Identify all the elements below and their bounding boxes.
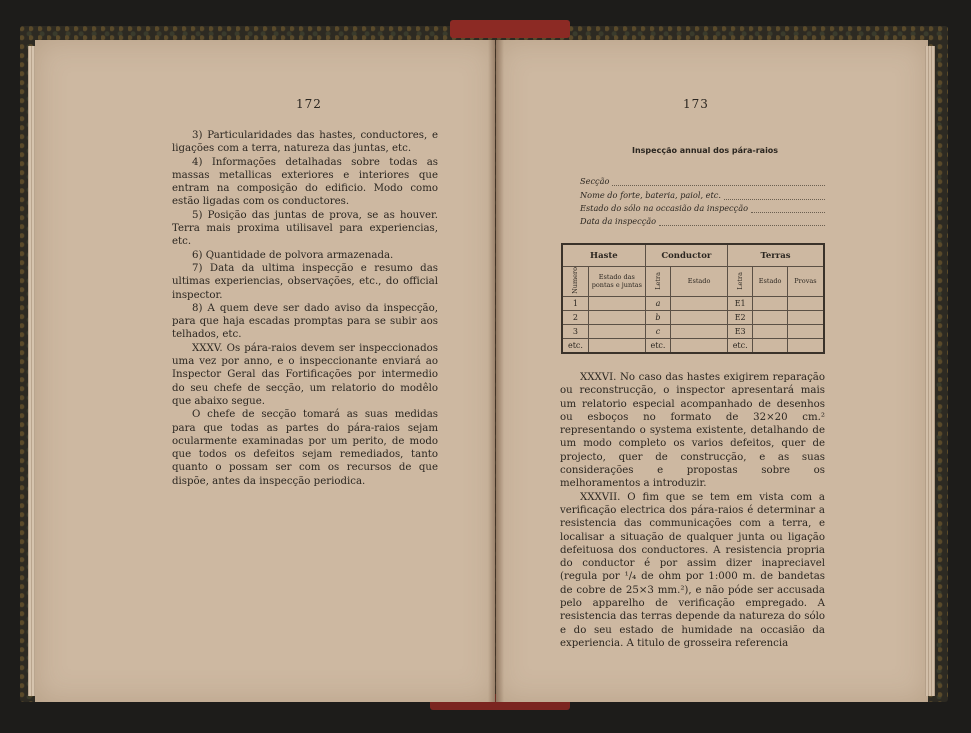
paragraph: 3) Particularidades das hastes, conductores, e ligações com a terra, natureza das juntas, etc. — [172, 130, 438, 155]
gutter — [488, 40, 504, 702]
form-field-data: Data da inspecção — [580, 214, 825, 226]
right-page-number: 173 — [683, 97, 709, 111]
group-conductor: Conductor — [645, 244, 727, 267]
paragraph: O chefe de secção tomará as suas medidas para que todas as partes do pára-raios sejam ocularmente examinadas por um perito, de modo que todos os defeitos sejam remediados, tanto quanto o possam ser com os recursos de que dispõe, antes da inspecção periodica. — [172, 409, 438, 487]
col-header: Estado das pontas e juntas — [588, 267, 645, 297]
form-title: Inspecção annual dos pára-raios — [632, 146, 779, 155]
form-field-seccao: Secção — [580, 174, 825, 186]
spine-top — [450, 20, 570, 38]
paragraph: 7) Data da ultima inspecção e resumo das ultimas experiencias, observações, etc., do official inspector. — [172, 262, 438, 301]
paragraph: 6) Quantidade de polvora armazenada. — [192, 249, 394, 261]
col-header: Estado — [671, 267, 728, 297]
col-header: Numero — [562, 267, 588, 297]
paragraph: XXXV. Os pára-raios devem ser inspeccionados uma vez por anno, e o inspeccionante enviará ao Inspector Geral das Fortificações por intermedio do seu chefe de secção, um relatorio do modêlo que abaixo segue. — [172, 342, 438, 407]
paragraph: 5) Posição das juntas de prova, se as houver. Terra mais proxima utilisavel para experiencias, etc. — [172, 209, 438, 248]
group-terras: Terras — [728, 244, 825, 267]
inspection-table — [561, 243, 825, 354]
page-edges-right — [925, 46, 935, 696]
table-row: 1 a E1 — [562, 296, 824, 310]
left-page-number: 172 — [296, 97, 322, 111]
group-haste: Haste — [562, 244, 645, 267]
left-page-text — [172, 129, 438, 488]
right-page-text — [560, 371, 825, 650]
paragraph: 4) Informações detalhadas sobre todas as massas metallicas exteriores e interiores que entram na composição do edificio. Modo como estão ligadas com os conductores. — [172, 156, 438, 208]
table-row: 2 b E2 — [562, 310, 824, 324]
col-header: Provas — [787, 267, 824, 297]
paragraph: XXXVII. O fim que se tem em vista com a verificação electrica dos pára-raios é determinar a resistencia das communicações com a terra, e localisar a situação de qualquer junta ou ligação defeituosa dos conductores. A resistencia propria do conductor é por assim dizer inapreciavel (regula por ¹/₄ de ohm por 1:000 m. de bandetas de cobre de 25×3 mm.²), e não póde ser accusada pelo apparelho de verificação empregado. A resistencia das terras depende da natureza do sólo e do seu estado de humidade na occasião da experiencia. A titulo de grosseira referencia — [560, 491, 825, 649]
form-field-nome: Nome do forte, bateria, paiol, etc. — [580, 188, 825, 200]
col-header: Letra — [645, 267, 670, 297]
table-row: etc. etc. etc. — [562, 338, 824, 353]
form-field-estado: Estado do sólo na occasião da inspecção — [580, 201, 825, 213]
col-header: Letra — [728, 267, 753, 297]
paragraph: 8) A quem deve ser dado aviso da inspecção, para que haja escadas promptas para se subir aos telhados, etc. — [172, 302, 438, 341]
paragraph: XXXVI. No caso das hastes exigirem reparação ou reconstrucção, o inspector apresentará mais um relatorio especial acompanhado de desenhos ou esboços no formato de 32×20 cm.² representando o systema existente, detalhando de um modo completo os varios defeitos, quer de projecto, quer de construcção, e as suas considerações e propostas sobre os melhoramentos a introduzir. — [560, 372, 825, 490]
table-row: 3 c E3 — [562, 324, 824, 338]
col-header: Estado — [753, 267, 788, 297]
